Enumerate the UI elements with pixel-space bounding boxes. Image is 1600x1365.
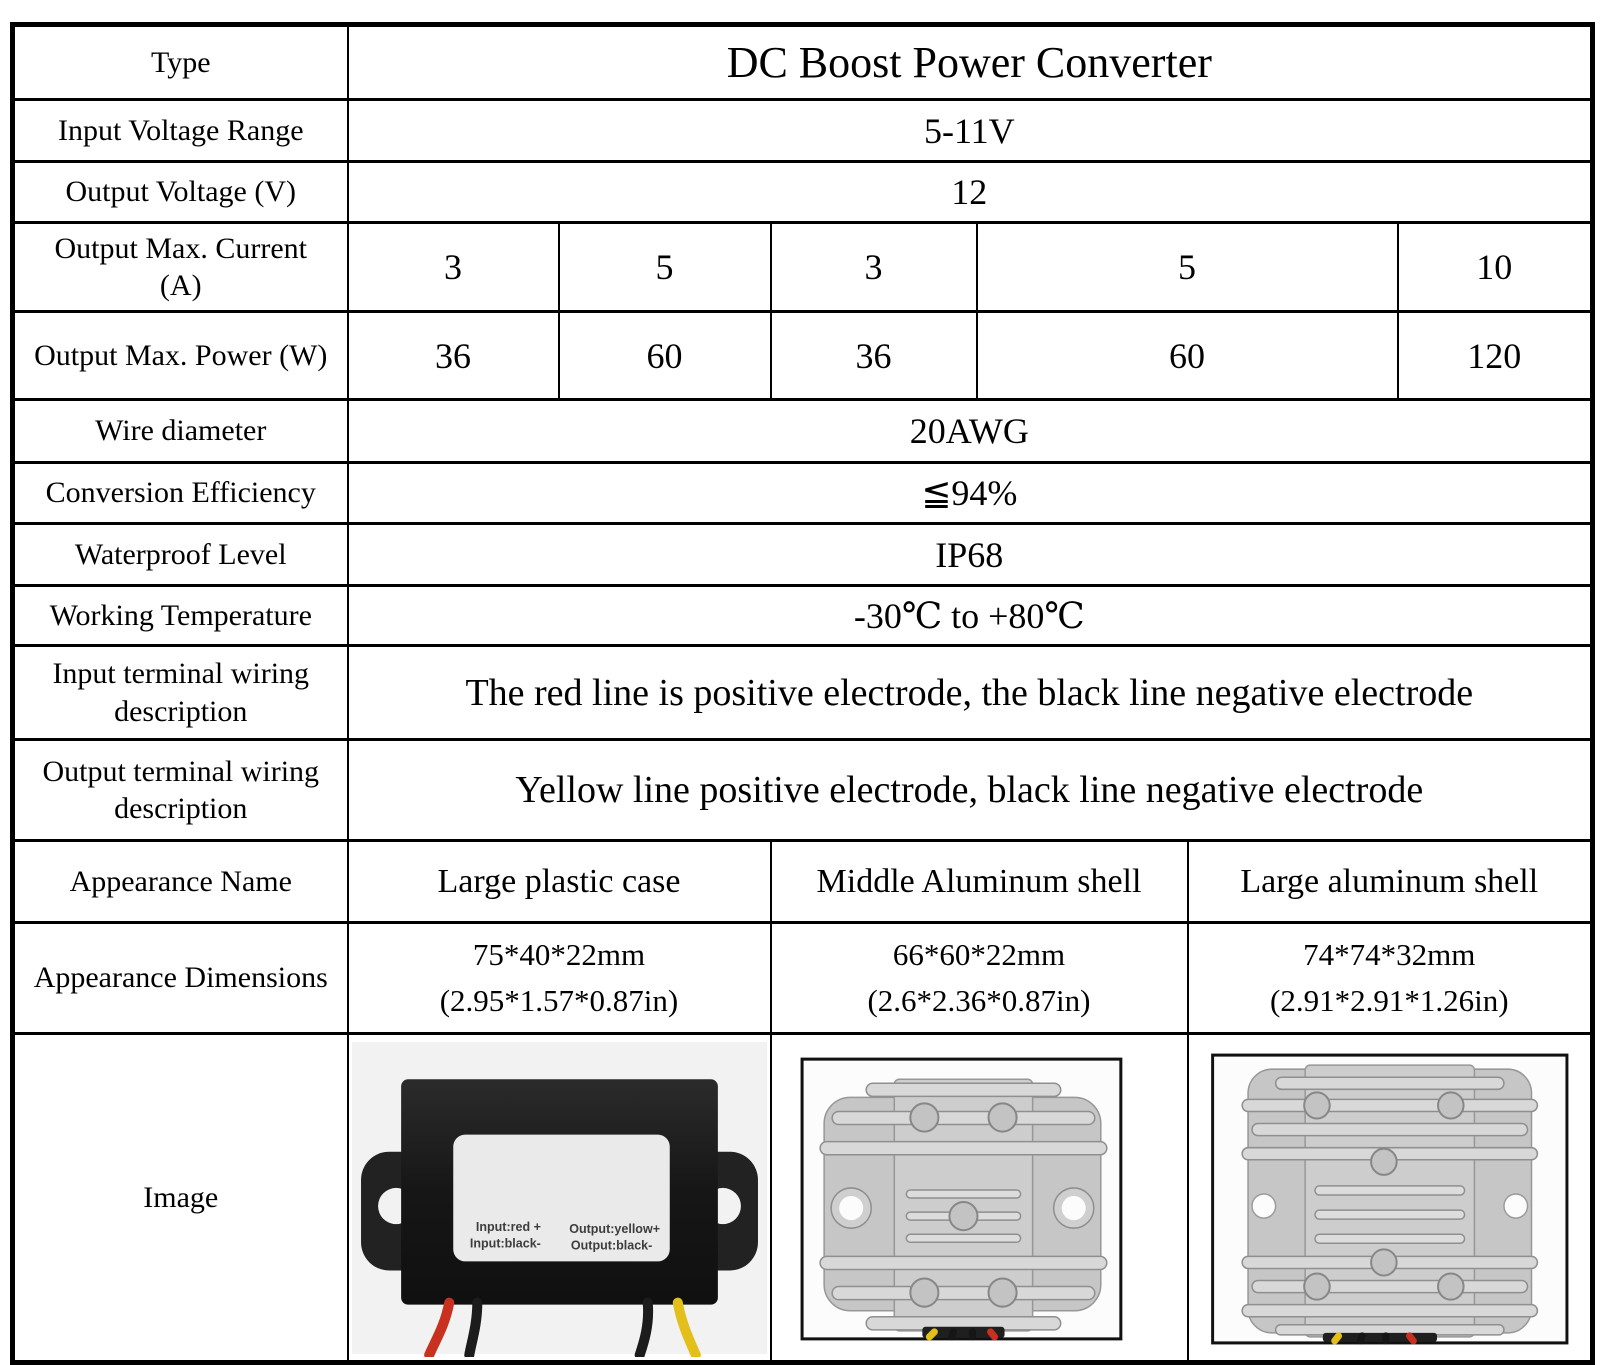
wire-diameter-value: 20AWG <box>348 400 1593 463</box>
output-terminal-wiring-value: Yellow line positive electrode, black line negative electrode <box>348 740 1593 841</box>
input-voltage-range-label: Input Voltage Range <box>13 100 348 162</box>
waterproof-level-label: Waterproof Level <box>13 524 348 586</box>
large-aluminum-photo <box>1189 1039 1591 1357</box>
plastic-case-photo-cell <box>348 1034 771 1363</box>
current-value-3: 3 <box>771 223 977 312</box>
input-voltage-range-value: 5-11V <box>348 100 1593 162</box>
middle-aluminum-photo <box>772 1039 1187 1357</box>
row-image <box>13 1034 1593 1363</box>
label-output-line1: Output:yellow+ <box>568 1221 660 1236</box>
row-waterproof-level <box>13 524 1593 586</box>
power-value-1: 36 <box>348 312 559 400</box>
label-output-line2: Output:black- <box>570 1237 652 1252</box>
dimensions-2: 66*60*22mm (2.6*2.36*0.87in) <box>771 923 1188 1034</box>
image-label: Image <box>13 1034 348 1363</box>
label-input-line1: Input:red + <box>475 1219 541 1234</box>
row-output-terminal-wiring <box>13 740 1593 841</box>
plastic-case-photo <box>349 1039 770 1357</box>
output-voltage-value: 12 <box>348 162 1593 223</box>
row-wire-diameter <box>13 400 1593 463</box>
conversion-efficiency-label: Conversion Efficiency <box>13 463 348 524</box>
dimensions-3: 74*74*32mm (2.91*2.91*1.26in) <box>1188 923 1593 1034</box>
row-input-voltage-range <box>13 100 1593 162</box>
input-terminal-wiring-value: The red line is positive electrode, the black line negative electrode <box>348 646 1593 740</box>
type-label: Type <box>13 25 348 100</box>
working-temperature-value: -30℃ to +80℃ <box>348 586 1593 646</box>
current-value-5: 10 <box>1398 223 1593 312</box>
output-max-current-label: Output Max. Current (A) <box>13 223 348 312</box>
large-aluminum-photo-cell <box>1188 1034 1593 1363</box>
row-appearance-dimensions <box>13 923 1593 1034</box>
power-value-2: 60 <box>559 312 771 400</box>
output-terminal-wiring-label: Output terminal wiring description <box>13 740 348 841</box>
appearance-name-3: Large aluminum shell <box>1188 841 1593 923</box>
power-value-5: 120 <box>1398 312 1593 400</box>
appearance-name-label: Appearance Name <box>13 841 348 923</box>
power-value-3: 36 <box>771 312 977 400</box>
waterproof-level-value: IP68 <box>348 524 1593 586</box>
type-value: DC Boost Power Converter <box>348 25 1593 100</box>
conversion-efficiency-value: ≦94% <box>348 463 1593 524</box>
row-output-voltage <box>13 162 1593 223</box>
label-input-line2: Input:black- <box>469 1235 541 1250</box>
appearance-dimensions-label: Appearance Dimensions <box>13 923 348 1034</box>
power-value-4: 60 <box>977 312 1398 400</box>
input-terminal-wiring-label: Input terminal wiring description <box>13 646 348 740</box>
appearance-name-1: Large plastic case <box>348 841 771 923</box>
row-conversion-efficiency <box>13 463 1593 524</box>
spec-table <box>10 22 1595 1365</box>
row-type <box>13 25 1593 100</box>
row-output-max-current <box>13 223 1593 312</box>
current-value-2: 5 <box>559 223 771 312</box>
wire-diameter-label: Wire diameter <box>13 400 348 463</box>
row-input-terminal-wiring <box>13 646 1593 740</box>
working-temperature-label: Working Temperature <box>13 586 348 646</box>
row-working-temperature <box>13 586 1593 646</box>
appearance-name-2: Middle Aluminum shell <box>771 841 1188 923</box>
output-voltage-label: Output Voltage (V) <box>13 162 348 223</box>
row-appearance-name <box>13 841 1593 923</box>
current-value-4: 5 <box>977 223 1398 312</box>
middle-aluminum-photo-cell <box>771 1034 1188 1363</box>
dimensions-1: 75*40*22mm (2.95*1.57*0.87in) <box>348 923 771 1034</box>
aluminum-heatsink-body <box>1242 1065 1537 1337</box>
row-output-max-power <box>13 312 1593 400</box>
output-max-power-label: Output Max. Power (W) <box>13 312 348 400</box>
current-value-1: 3 <box>348 223 559 312</box>
